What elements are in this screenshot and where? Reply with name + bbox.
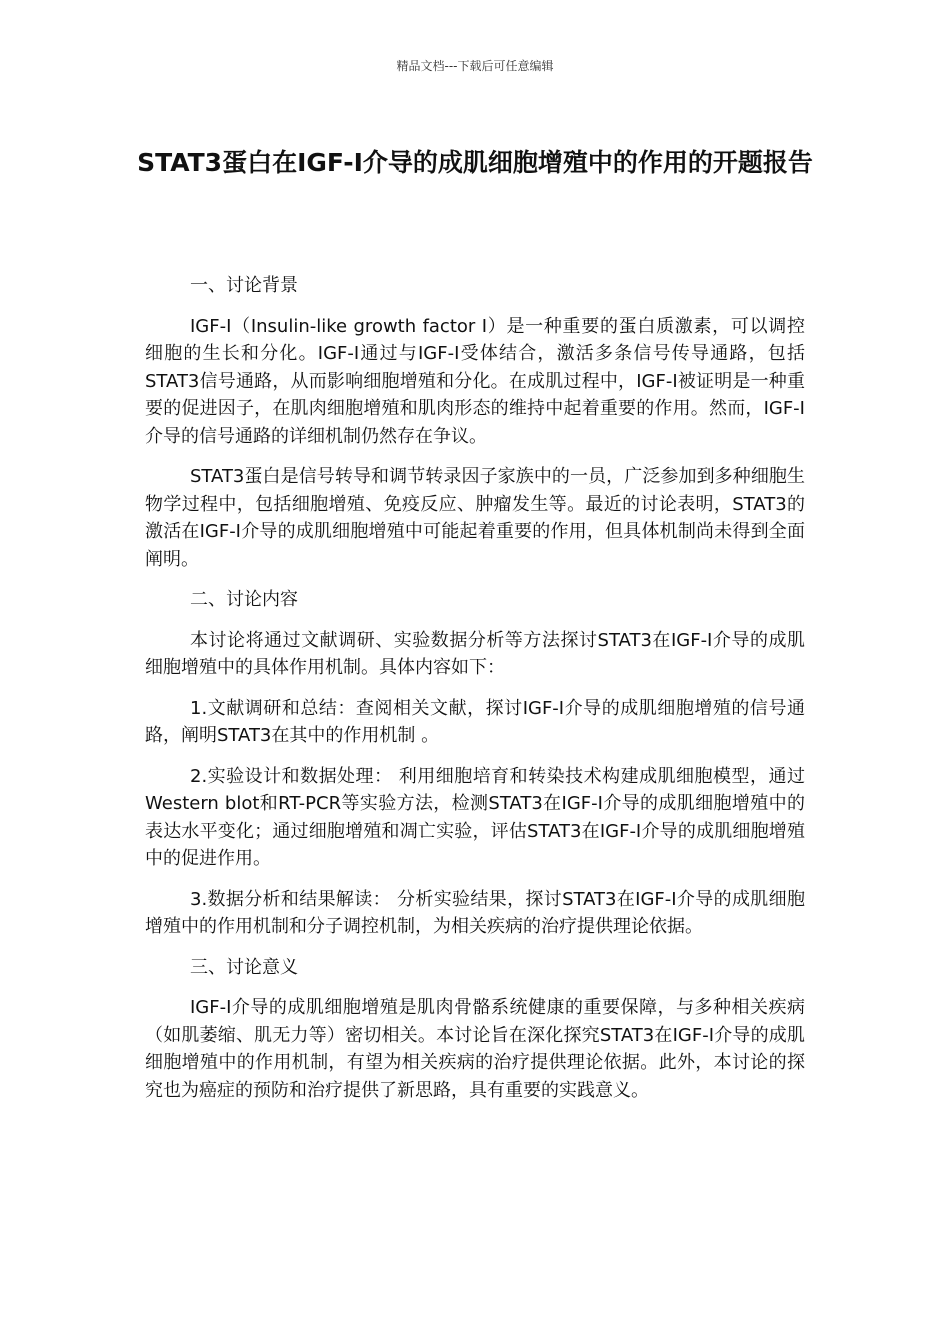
list-item: 3.数据分析和结果解读： 分析实验结果，探讨STAT3在IGF-I介导的成肌细胞增殖中的作用机制和分子调控机制，为相关疾病的治疗提供理论依据。: [145, 888, 805, 937]
paragraph: IGF-I（Insulin-like growth factor I）是一种重要的蛋白质激素，可以调控细胞的生长和分化。IGF-I通过与IGF-I受体结合，激活多条信号传导通路，包括STAT3信号通路，从而影响细胞增殖和分化。在成肌过程中，IGF-I被证明是一种重要的促进因子，在肌肉细胞增殖和肌肉形态的维持中起着重要的作用。然而，IGF-I介导的信号通路的详细机制仍然存在争议。: [145, 315, 805, 447]
paragraph: STAT3蛋白是信号转导和调节转录因子家族中的一员，广泛参加到多种细胞生物学过程中，包括细胞增殖、免疫反应、肿瘤发生等。最近的讨论表明，STAT3的激活在IGF-I介导的成肌细胞增殖中可能起着重要的作用，但具体机制尚未得到全面阐明。: [145, 466, 805, 570]
paragraph: 本讨论将通过文献调研、实验数据分析等方法探讨STAT3在IGF-I介导的成肌细胞增殖中的具体作用机制。具体内容如下：: [145, 629, 805, 678]
document-body: [145, 272, 805, 1117]
list-item: 1.文献调研和总结：查阅相关文献，探讨IGF-I介导的成肌细胞增殖的信号通路，阐明STAT3在其中的作用机制 。: [145, 697, 805, 746]
list-item: 2.实验设计和数据处理： 利用细胞培育和转染技术构建成肌细胞模型，通过Western blot和RT-PCR等实验方法，检测STAT3在IGF-I介导的成肌细胞增殖中的表达水平变化；通过细胞增殖和凋亡实验，评估STAT3在IGF-I介导的成肌细胞增殖中的促进作用。: [145, 765, 805, 869]
section-heading-significance: 三、讨论意义: [190, 956, 298, 978]
page-header-note: 精品文档---下载后可任意编辑: [396, 59, 554, 73]
document-title: STAT3蛋白在IGF-I介导的成肌细胞增殖中的作用的开题报告: [137, 148, 813, 177]
section-heading-content: 二、讨论内容: [190, 589, 298, 610]
paragraph: IGF-I介导的成肌细胞增殖是肌肉骨骼系统健康的重要保障，与多种相关疾病（如肌萎缩、肌无力等）密切相关。本讨论旨在深化探究STAT3在IGF-I介导的成肌细胞增殖中的作用机制，有望为相关疾病的治疗提供理论依据。此外，本讨论的探究也为癌症的预防和治疗提供了新思路，具有重要的实践意义。: [145, 997, 805, 1101]
section-heading-background: 一、讨论背景: [190, 275, 298, 296]
